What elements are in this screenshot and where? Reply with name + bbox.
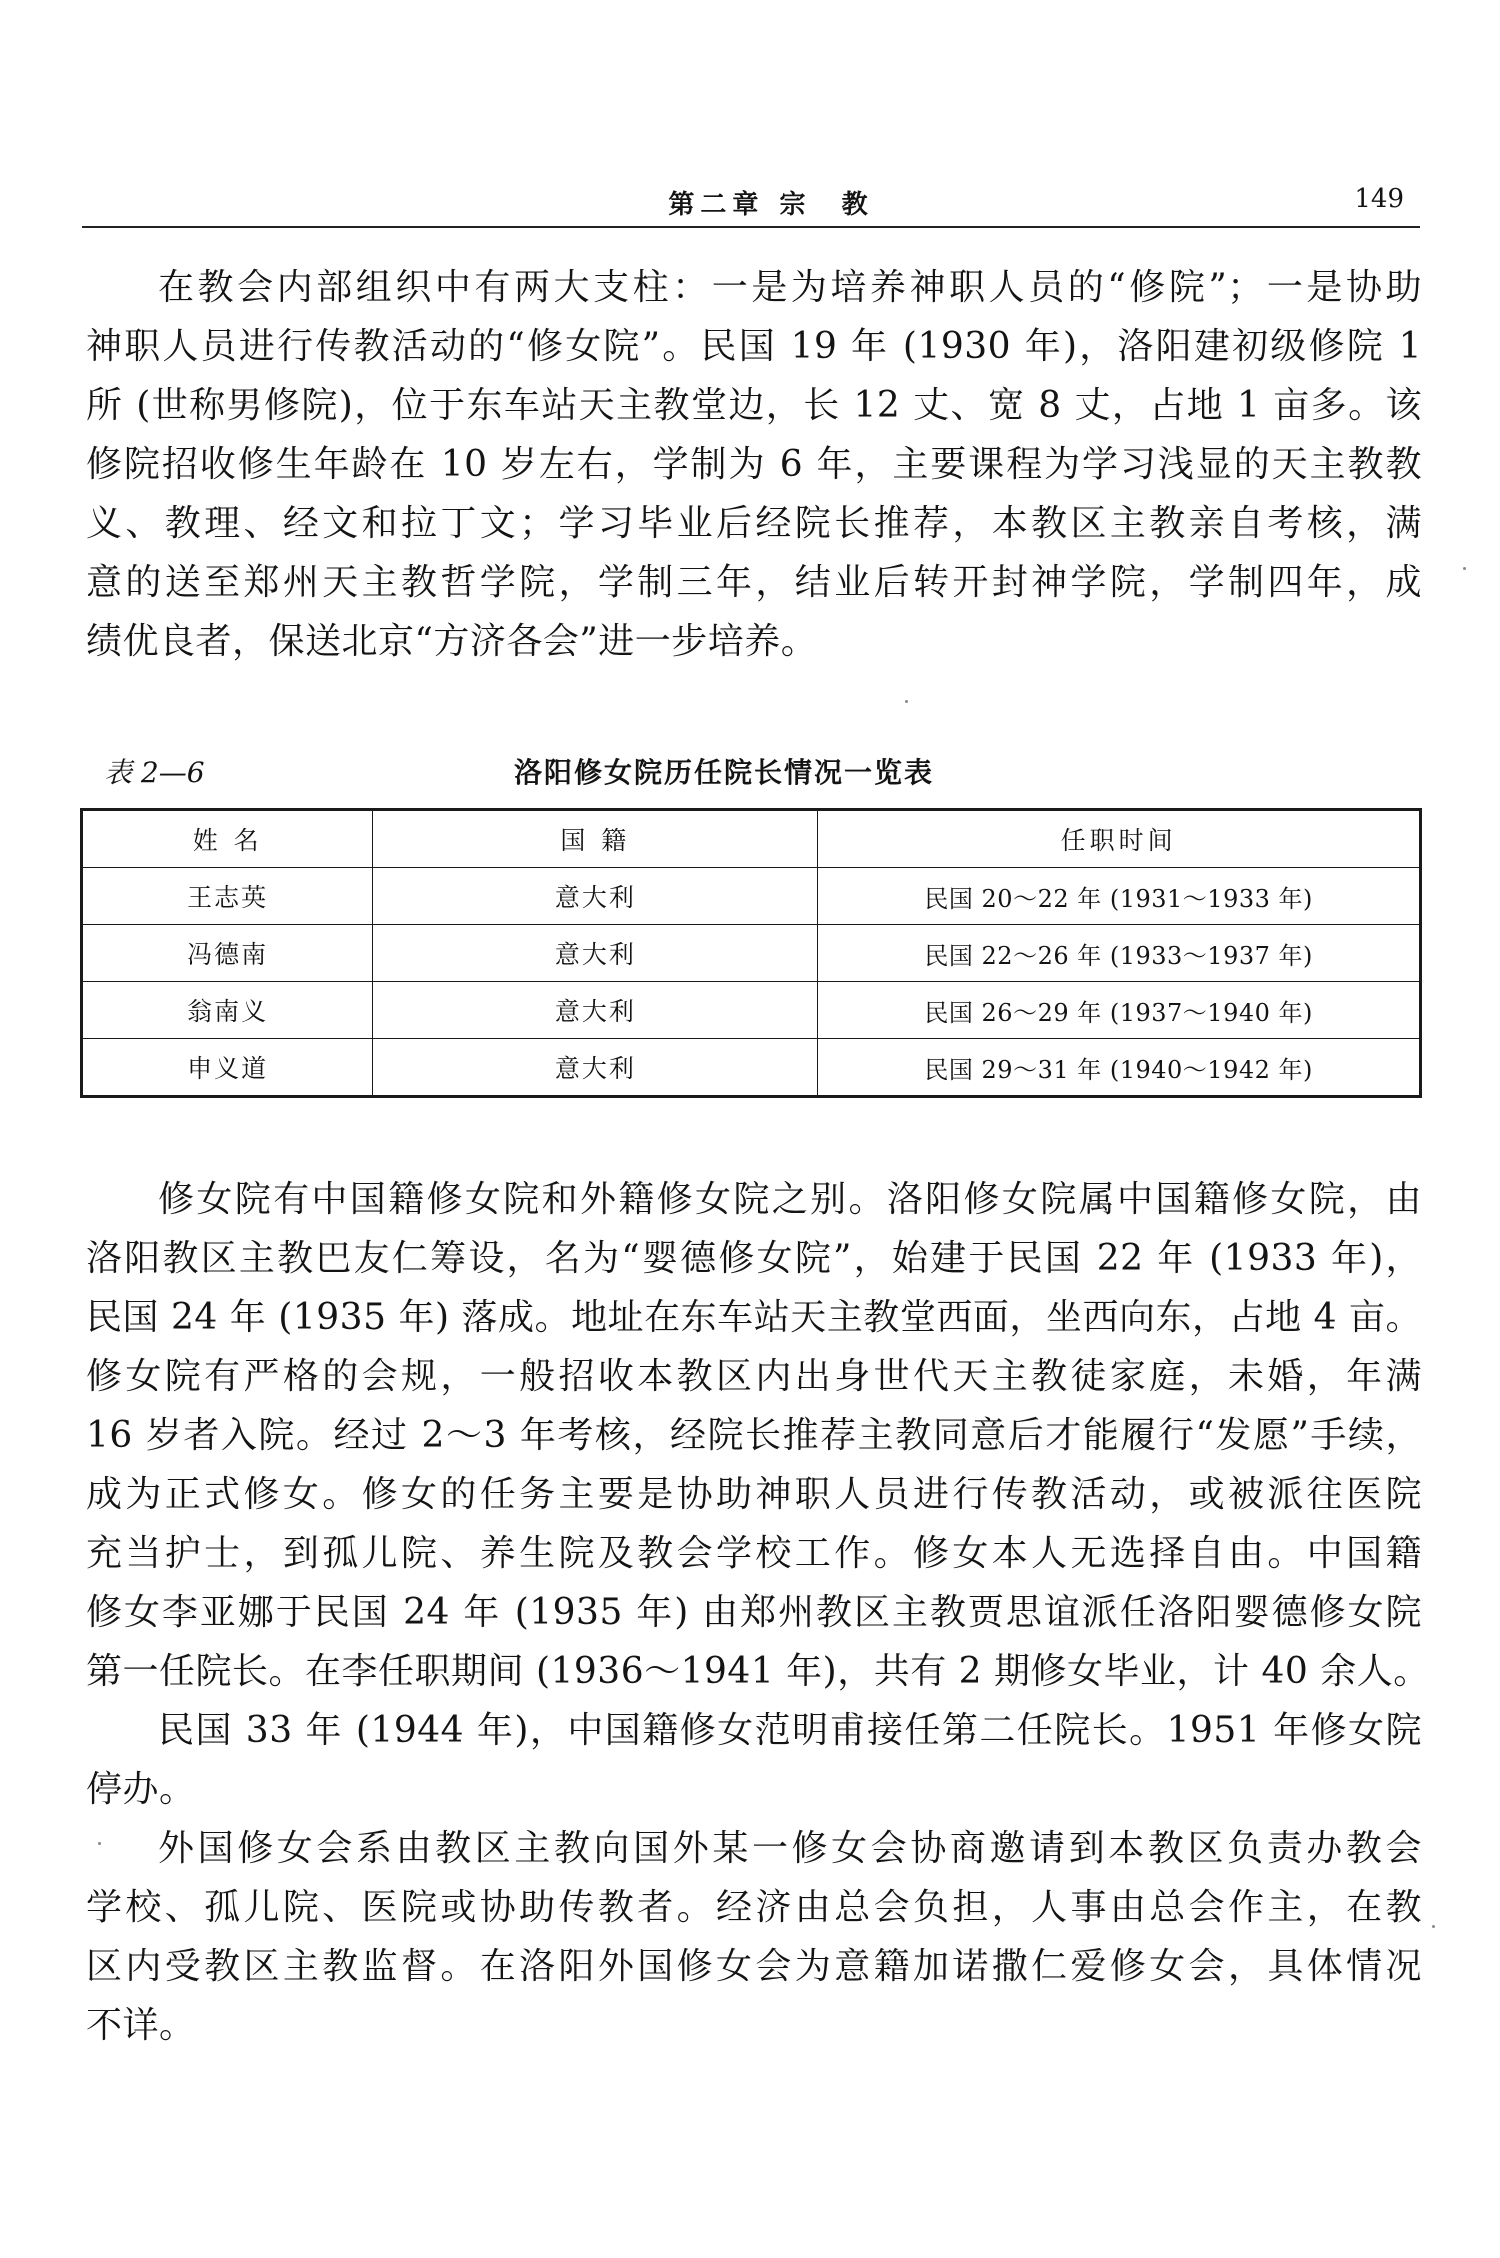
header-term: 任职时间 [818, 810, 1421, 868]
cell-nationality: 意大利 [373, 868, 818, 925]
text-line: 民国 24 年 (1935 年) 落成。地址在东车站天主教堂西面，坐西向东，占地 4 亩。 [86, 1297, 1422, 1338]
table-row [82, 925, 1421, 982]
scan-speck [905, 700, 908, 703]
text-line: 学校、孤儿院、医院或协助传教者。经济由总会负担，人事由总会作主，在教 [86, 1887, 1422, 1928]
text-line: 外国修女会系由教区主教向国外某一修女会协商邀请到本教区负责办教会 [158, 1828, 1422, 1869]
header-nationality: 国 籍 [373, 810, 818, 868]
table-title: 洛阳修女院历任院长情况一览表 [514, 756, 935, 789]
table-header-row [82, 810, 1421, 868]
text-line: 修院招收修生年龄在 10 岁左右，学制为 6 年，主要课程为学习浅显的天主教教 [86, 444, 1422, 485]
text-line: 神职人员进行传教活动的“修女院”。民国 19 年 (1930 年)，洛阳建初级修院 1 [86, 326, 1422, 367]
text-line: 在教会内部组织中有两大支柱：一是为培养神职人员的“修院”；一是协助 [158, 267, 1422, 308]
text-line: 洛阳教区主教巴友仁筹设，名为“婴德修女院”，始建于民国 22 年 (1933 年)， [86, 1238, 1422, 1279]
text-line: 不详。 [86, 2005, 196, 2046]
cell-name: 翁南义 [82, 982, 373, 1039]
table-number: 表 2—6 [104, 756, 205, 789]
cell-term: 民国 29～31 年 (1940～1942 年) [818, 1039, 1421, 1097]
cell-nationality: 意大利 [373, 1039, 818, 1097]
cell-term: 民国 22～26 年 (1933～1937 年) [818, 925, 1421, 982]
text-line: 修女李亚娜于民国 24 年 (1935 年) 由郑州教区主教贾思谊派任洛阳婴德修女院 [86, 1592, 1422, 1633]
convent-heads-table [80, 808, 1422, 1098]
table-row [82, 868, 1421, 925]
text-line: 所 (世称男修院)，位于东车站天主教堂边，长 12 丈、宽 8 丈，占地 1 亩多。该 [86, 385, 1422, 426]
chapter-title: 第二章 宗 教 [668, 190, 874, 220]
text-line: 意的送至郑州天主教哲学院，学制三年，结业后转开封神学院，学制四年，成 [86, 562, 1422, 603]
cell-name: 王志英 [82, 868, 373, 925]
cell-term: 民国 26～29 年 (1937～1940 年) [818, 982, 1421, 1039]
text-line: 第一任院长。在李任职期间 (1936～1941 年)，共有 2 期修女毕业，计 40 余人。 [86, 1651, 1430, 1692]
table-row [82, 1039, 1421, 1097]
text-line: 16 岁者入院。经过 2～3 年考核，经院长推荐主教同意后才能履行“发愿”手续， [86, 1415, 1422, 1456]
paragraph-convent [86, 1170, 1430, 1701]
text-line: 区内受教区主教监督。在洛阳外国修女会为意籍加诺撒仁爱修女会，具体情况 [86, 1946, 1422, 1987]
text-line: 停办。 [86, 1769, 196, 1810]
text-line: 绩优良者，保送北京“方济各会”进一步培养。 [86, 621, 818, 662]
header-name: 姓 名 [82, 810, 373, 868]
cell-nationality: 意大利 [373, 982, 818, 1039]
cell-name: 申义道 [82, 1039, 373, 1097]
cell-nationality: 意大利 [373, 925, 818, 982]
scan-speck [98, 1842, 101, 1845]
cell-term: 民国 20～22 年 (1931～1933 年) [818, 868, 1421, 925]
table-caption [104, 751, 1404, 791]
paragraph-second-head [86, 1701, 1422, 1819]
text-line: 充当护士，到孤儿院、养生院及教会学校工作。修女本人无选择自由。中国籍 [86, 1533, 1422, 1574]
page-number: 149 [1354, 184, 1404, 214]
running-header [82, 180, 1420, 228]
text-line: 修女院有严格的会规，一般招收本教区内出身世代天主教徒家庭，未婚，年满 [86, 1356, 1422, 1397]
paragraph-orders [86, 258, 1422, 671]
text-line: 民国 33 年 (1944 年)，中国籍修女范明甫接任第二任院长。1951 年修女院 [158, 1710, 1422, 1751]
scan-speck [1463, 567, 1466, 570]
table-row [82, 982, 1421, 1039]
cell-name: 冯德南 [82, 925, 373, 982]
text-line: 成为正式修女。修女的任务主要是协助神职人员进行传教活动，或被派往医院 [86, 1474, 1422, 1515]
text-line: 修女院有中国籍修女院和外籍修女院之别。洛阳修女院属中国籍修女院，由 [158, 1179, 1422, 1220]
text-line: 义、教理、经文和拉丁文；学习毕业后经院长推荐，本教区主教亲自考核，满 [86, 503, 1422, 544]
scan-speck [1432, 1925, 1435, 1928]
paragraph-foreign-orders [86, 1819, 1422, 2055]
